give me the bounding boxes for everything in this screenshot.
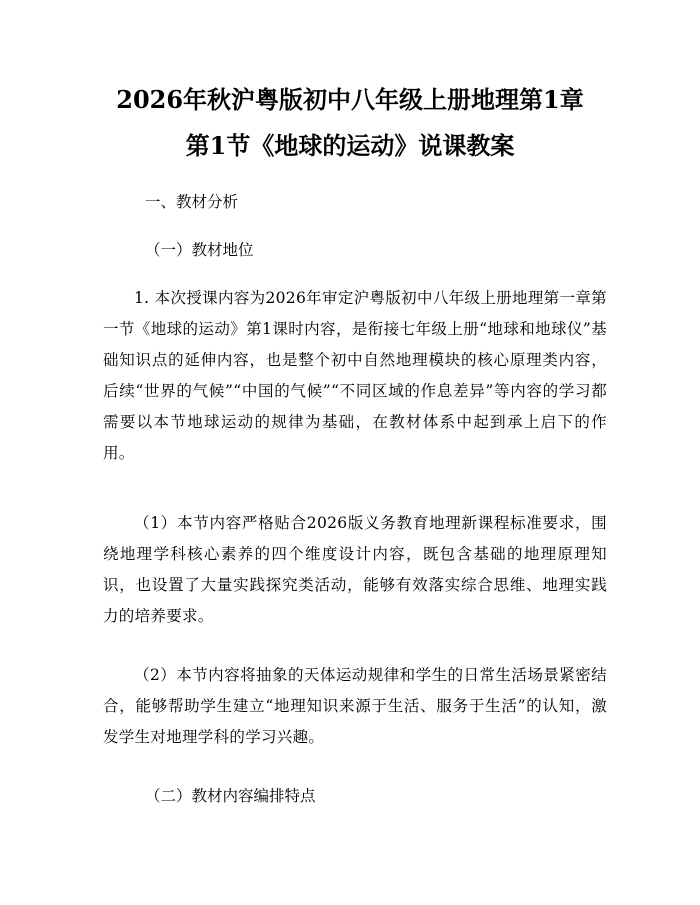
- paragraph-curriculum-standard: （1）本节内容严格贴合2026版义务教育地理新课程标准要求，围绕地理学科核心素养的四个维度设计内容，既包含基础的地理原理知识，也设置了大量实践探究类活动，能够有效落实综合思维、地理实践力的培养要求。: [103, 514, 607, 625]
- section-heading-textbook-analysis: 一、教材分析: [145, 193, 239, 211]
- paragraph-daily-life-connection: （2）本节内容将抽象的天体运动规律和学生的日常生活场景紧密结合，能够帮助学生建立“地理知识来源于生活、服务于生活”的认知，激发学生对地理学科的学习兴趣。: [103, 666, 607, 746]
- paragraph-course-content: 1. 本次授课内容为2026年审定沪粤版初中八年级上册地理第一章第一节《地球的运动》第1课时内容，是衔接七年级上册“地球和地球仪”基础知识点的延伸内容，也是整个初中自然地理模块的核心原理类内容，后续“世界的气候”“中国的气候”“不同区域的作息差异”等内容的学习都需要以本节地球运动的规律为基础，在教材体系中起到承上启下的作用。: [103, 289, 607, 462]
- document-title-line-2: 第1节《地球的运动》说课教案: [185, 131, 515, 160]
- document-title-line-1: 2026年秋沪粤版初中八年级上册地理第1章: [116, 85, 584, 114]
- subsection-heading-content-arrangement: （二）教材内容编排特点: [145, 787, 316, 805]
- subsection-heading-textbook-position: （一）教材地位: [145, 241, 254, 259]
